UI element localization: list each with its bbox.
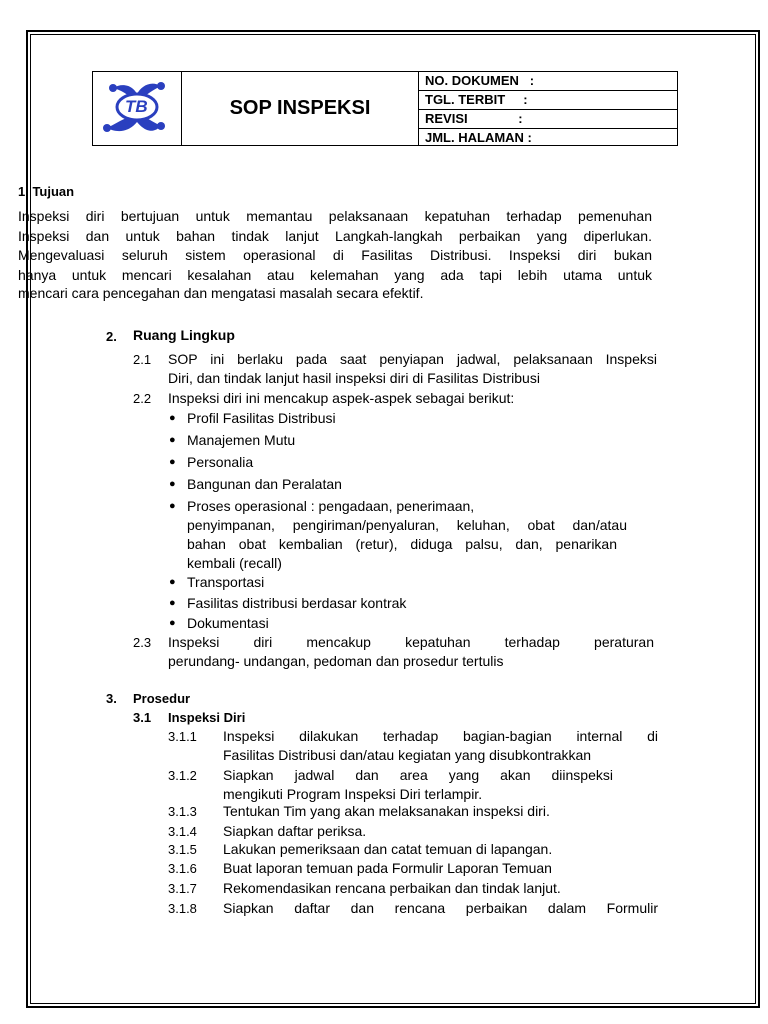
section-1-line: Inspeksi dan untuk bahan tindak lanjut Langkah-langkah perbaikan yang diperlukan. [18, 227, 652, 244]
section-1-line: hanya untuk mencari kesalahan atau kelemahan yang ada tapi lebih utama untuk [18, 266, 652, 283]
meta-tgl-terbit: TGL. TERBIT : [419, 91, 677, 110]
item-2-3-text: Inspeksi diri mencakup kepatuhan terhadap peraturan [168, 634, 654, 650]
bullet-icon: ● [169, 412, 176, 424]
item-2-1-text: Diri, dan tindak lanjut hasil inspeksi diri di Fasilitas Distribusi [168, 370, 540, 386]
step-text: Lakukan pemeriksaan dan catat temuan di lapangan. [223, 841, 553, 857]
section-2-heading: Ruang Lingkup [133, 327, 235, 343]
subsection-3-1-number: 3.1 [133, 710, 152, 725]
list-item-continuation: penyimpanan, pengiriman/penyaluran, keluhan, obat dan/atau [187, 517, 627, 533]
section-3-heading: Prosedur [133, 691, 191, 706]
step-text: Inspeksi dilakukan terhadap bagian-bagian internal di [223, 728, 658, 744]
bullet-icon: ● [169, 500, 176, 512]
step-number: 3.1.1 [168, 729, 197, 744]
section-1-line: Mengevaluasi seluruh sistem operasional di Fasilitas Distribusi. Inspeksi diri bukan [18, 247, 652, 263]
step-number: 3.1.2 [168, 768, 197, 783]
step-text: Siapkan daftar dan rencana perbaikan dalam Formulir [223, 900, 658, 916]
step-number: 3.1.4 [168, 824, 197, 839]
document-meta [419, 72, 677, 145]
item-2-2-text: Inspeksi diri ini mencakup aspek-aspek sebagai berikut: [168, 390, 515, 406]
list-item: Personalia [187, 454, 254, 470]
bullet-icon: ● [169, 597, 176, 609]
step-number: 3.1.3 [168, 804, 197, 819]
logo-text: TB [125, 97, 148, 116]
list-item: Dokumentasi [187, 615, 269, 631]
step-number: 3.1.6 [168, 861, 197, 876]
list-item: Transportasi [187, 574, 265, 590]
list-item-continuation: kembali (recall) [187, 555, 282, 571]
item-2-1-number: 2.1 [133, 352, 152, 367]
step-text: Fasilitas Distribusi dan/atau kegiatan yang disubkontrakkan [223, 747, 592, 763]
section-3-number: 3. [106, 691, 117, 706]
step-text: Tentukan Tim yang akan melaksanakan inspeksi diri. [223, 803, 550, 819]
step-text: Siapkan jadwal dan area yang akan diinspeksi [223, 767, 613, 783]
step-number: 3.1.5 [168, 842, 197, 857]
list-item: Proses operasional : pengadaan, penerimaan, [187, 498, 475, 514]
bullet-icon: ● [169, 617, 176, 629]
item-2-2-number: 2.2 [133, 391, 152, 406]
document-title: SOP INSPEKSI [182, 72, 419, 145]
meta-revisi: REVISI : [419, 110, 677, 129]
item-2-1-text: SOP ini berlaku pada saat penyiapan jadwal, pelaksanaan Inspeksi [168, 351, 657, 367]
item-2-3-number: 2.3 [133, 635, 152, 650]
header-table [92, 71, 678, 146]
subsection-3-1-heading: Inspeksi Diri [168, 710, 246, 725]
step-text: mengikuti Program Inspeksi Diri terlampir. [223, 786, 483, 802]
bullet-icon: ● [169, 456, 176, 468]
meta-no-dokumen: NO. DOKUMEN : [419, 72, 677, 91]
list-item: Manajemen Mutu [187, 432, 296, 448]
list-item: Bangunan dan Peralatan [187, 476, 342, 492]
company-logo [93, 72, 182, 145]
list-item: Fasilitas distribusi berdasar kontrak [187, 595, 407, 611]
step-number: 3.1.8 [168, 901, 197, 916]
section-1-line: Inspeksi diri bertujuan untuk memantau pelaksanaan kepatuhan terhadap pemenuhan [18, 208, 652, 224]
meta-jml-halaman: JML. HALAMAN : [425, 130, 532, 145]
step-text: Rekomendasikan rencana perbaikan dan tindak lanjut. [223, 880, 561, 896]
list-item: Profil Fasilitas Distribusi [187, 410, 336, 426]
step-text: Siapkan daftar periksa. [223, 823, 367, 839]
bullet-icon: ● [169, 478, 176, 490]
section-2-number: 2. [106, 329, 117, 344]
bullet-icon: ● [169, 576, 176, 588]
bullet-icon: ● [169, 434, 176, 446]
item-2-3-text: perundang- undangan, pedoman dan prosedur tertulis [168, 653, 504, 669]
section-1-heading: 1. Tujuan [18, 184, 75, 199]
step-text: Buat laporan temuan pada Formulir Laporan Temuan [223, 860, 552, 876]
step-number: 3.1.7 [168, 881, 197, 896]
list-item-continuation: bahan obat kembalian (retur), diduga palsu, dan, penarikan [187, 536, 617, 552]
section-1-line: mencari cara pencegahan dan mengatasi masalah secara efektif. [18, 285, 424, 301]
